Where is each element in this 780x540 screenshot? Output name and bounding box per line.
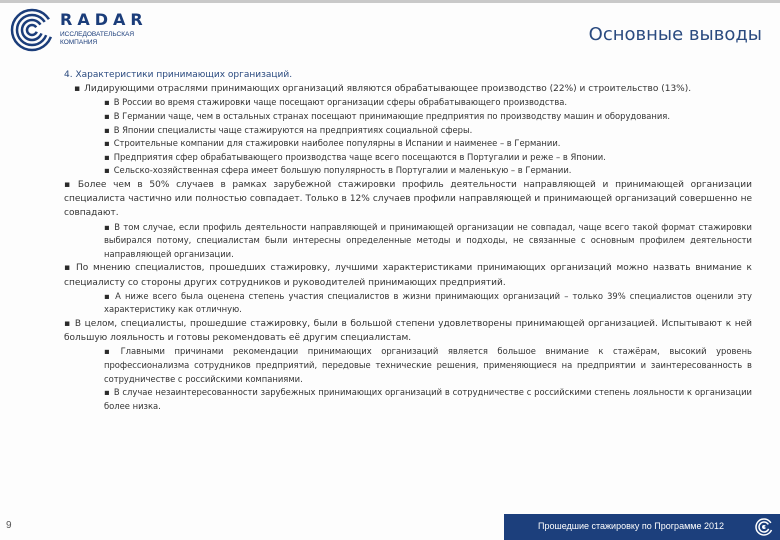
block1-text-content: Лидирующими отраслями принимающих организаций являются обрабатывающее производство (22%) и строительство (13%). bbox=[84, 84, 692, 95]
block2-item-text: В том случае, если профиль деятельности направляющей и принимающей организации не совпадал, чаще всего такой формат стажировки выбирался потому, специалистам были интересны определенные методы и подходы, не связанные с основным профилем деятельности направляющей организации. bbox=[104, 221, 752, 259]
bullet-icon: ▪ bbox=[104, 151, 110, 162]
page-number: 9 bbox=[6, 520, 12, 531]
block3-text-content: По мнению специалистов, прошедших стажировку, лучшими характеристиками принимающих организаций можно назвать внимание к специалисту со стороны других сотрудников и руководителей принимающих предприятий. bbox=[64, 263, 752, 288]
logo-name: RADAR bbox=[60, 10, 148, 29]
main-content bbox=[64, 68, 752, 413]
block2-item bbox=[104, 221, 752, 262]
block4-text bbox=[64, 317, 752, 345]
bullet-icon: ▪ bbox=[64, 318, 71, 329]
block3-text bbox=[64, 261, 752, 289]
bullet-icon: ▪ bbox=[104, 124, 110, 135]
block1-item bbox=[104, 110, 752, 124]
bullet-icon: ▪ bbox=[104, 138, 110, 149]
bullet-icon: ▪ bbox=[64, 179, 74, 190]
block1-text bbox=[74, 82, 752, 96]
bullet-icon: ▪ bbox=[104, 290, 112, 301]
radar-mini-icon bbox=[754, 517, 774, 537]
block1-item-text: В России во время стажировки чаще посещают организации сферы обрабатывающего производства. bbox=[113, 97, 568, 108]
logo-subtitle: ИССЛЕДОВАТЕЛЬСКАЯ КОМПАНИЯ bbox=[60, 31, 135, 46]
block1-item-text: В Германии чаще, чем в остальных странах посещают принимающие предприятия по производству машин и оборудования. bbox=[113, 111, 671, 121]
radar-logo-icon bbox=[10, 8, 54, 52]
bullet-icon: ▪ bbox=[74, 84, 81, 95]
block1-item-text: Сельско-хозяйственная сфера имеет большую популярность в Португалии и маленькую – в Германии. bbox=[113, 165, 572, 176]
block1-item bbox=[104, 164, 752, 178]
block1-item-text: Строительные компании для стажировки наиболее популярны в Испании и наименее – в Германии. bbox=[113, 138, 561, 149]
bullet-icon: ▪ bbox=[104, 111, 110, 121]
block2-text bbox=[64, 178, 752, 221]
bullet-icon: ▪ bbox=[104, 165, 110, 176]
block1-item bbox=[104, 137, 752, 151]
bullet-icon: ▪ bbox=[104, 387, 110, 398]
radar-logo bbox=[10, 8, 150, 52]
top-border bbox=[0, 0, 780, 3]
block4-item bbox=[104, 386, 752, 413]
bullet-icon: ▪ bbox=[104, 346, 117, 357]
block3-item-text: А ниже всего была оценена степень участия специалистов в жизни принимающих организаций – только 39% специалистов оценили эту характеристику как отличную. bbox=[104, 290, 752, 315]
block1-item-text: В Японии специалисты чаще стажируются на предприятиях социальной сферы. bbox=[113, 124, 473, 135]
block4-item bbox=[104, 345, 752, 386]
block4-item-text: Главными причинами рекомендации принимающих организаций является большое внимание к стажёрам, высокий уровень профессионализма сотрудников предприятий, передовые технические решения, применяющиеся на предприятии и заинтересованность в сотрудничестве с российскими компаниями. bbox=[104, 346, 752, 384]
section-heading: 4. Характеристики принимающих организаций. bbox=[64, 70, 293, 80]
page-title: Основные выводы bbox=[588, 24, 762, 45]
block1-item-text: Предприятия сфер обрабатывающего производства чаще всего посещаются в Португалии и реже – в Японии. bbox=[113, 151, 606, 162]
block1-item bbox=[104, 151, 752, 165]
bullet-icon: ▪ bbox=[104, 97, 110, 108]
block3-item bbox=[104, 290, 752, 317]
block2-text-content: Более чем в 50% случаев в рамках зарубежной стажировки профиль деятельности направляющей и принимающей организации специалиста частично или полностью совпадает. Только в 12% случаев профили направляющей и принимающей организаций совершенно не совпадают. bbox=[64, 179, 753, 219]
footer-text: Прошедшие стажировку по Программе 2012 bbox=[538, 521, 724, 531]
bullet-icon: ▪ bbox=[104, 221, 111, 232]
footer-bar bbox=[504, 514, 780, 540]
block1-item bbox=[104, 124, 752, 138]
block1-item bbox=[104, 96, 752, 110]
block4-item-text: В случае незаинтересованности зарубежных принимающих организаций в сотрудничестве с российскими степень лояльности к организации более низка. bbox=[104, 387, 752, 411]
block4-text-content: В целом, специалисты, прошедшие стажировку, были в большой степени удовлетворены принимающей организацией. Испытывают к ней большую лояльность и готовы рекомендовать её другим специалистам. bbox=[64, 318, 752, 344]
bullet-icon: ▪ bbox=[64, 263, 72, 274]
